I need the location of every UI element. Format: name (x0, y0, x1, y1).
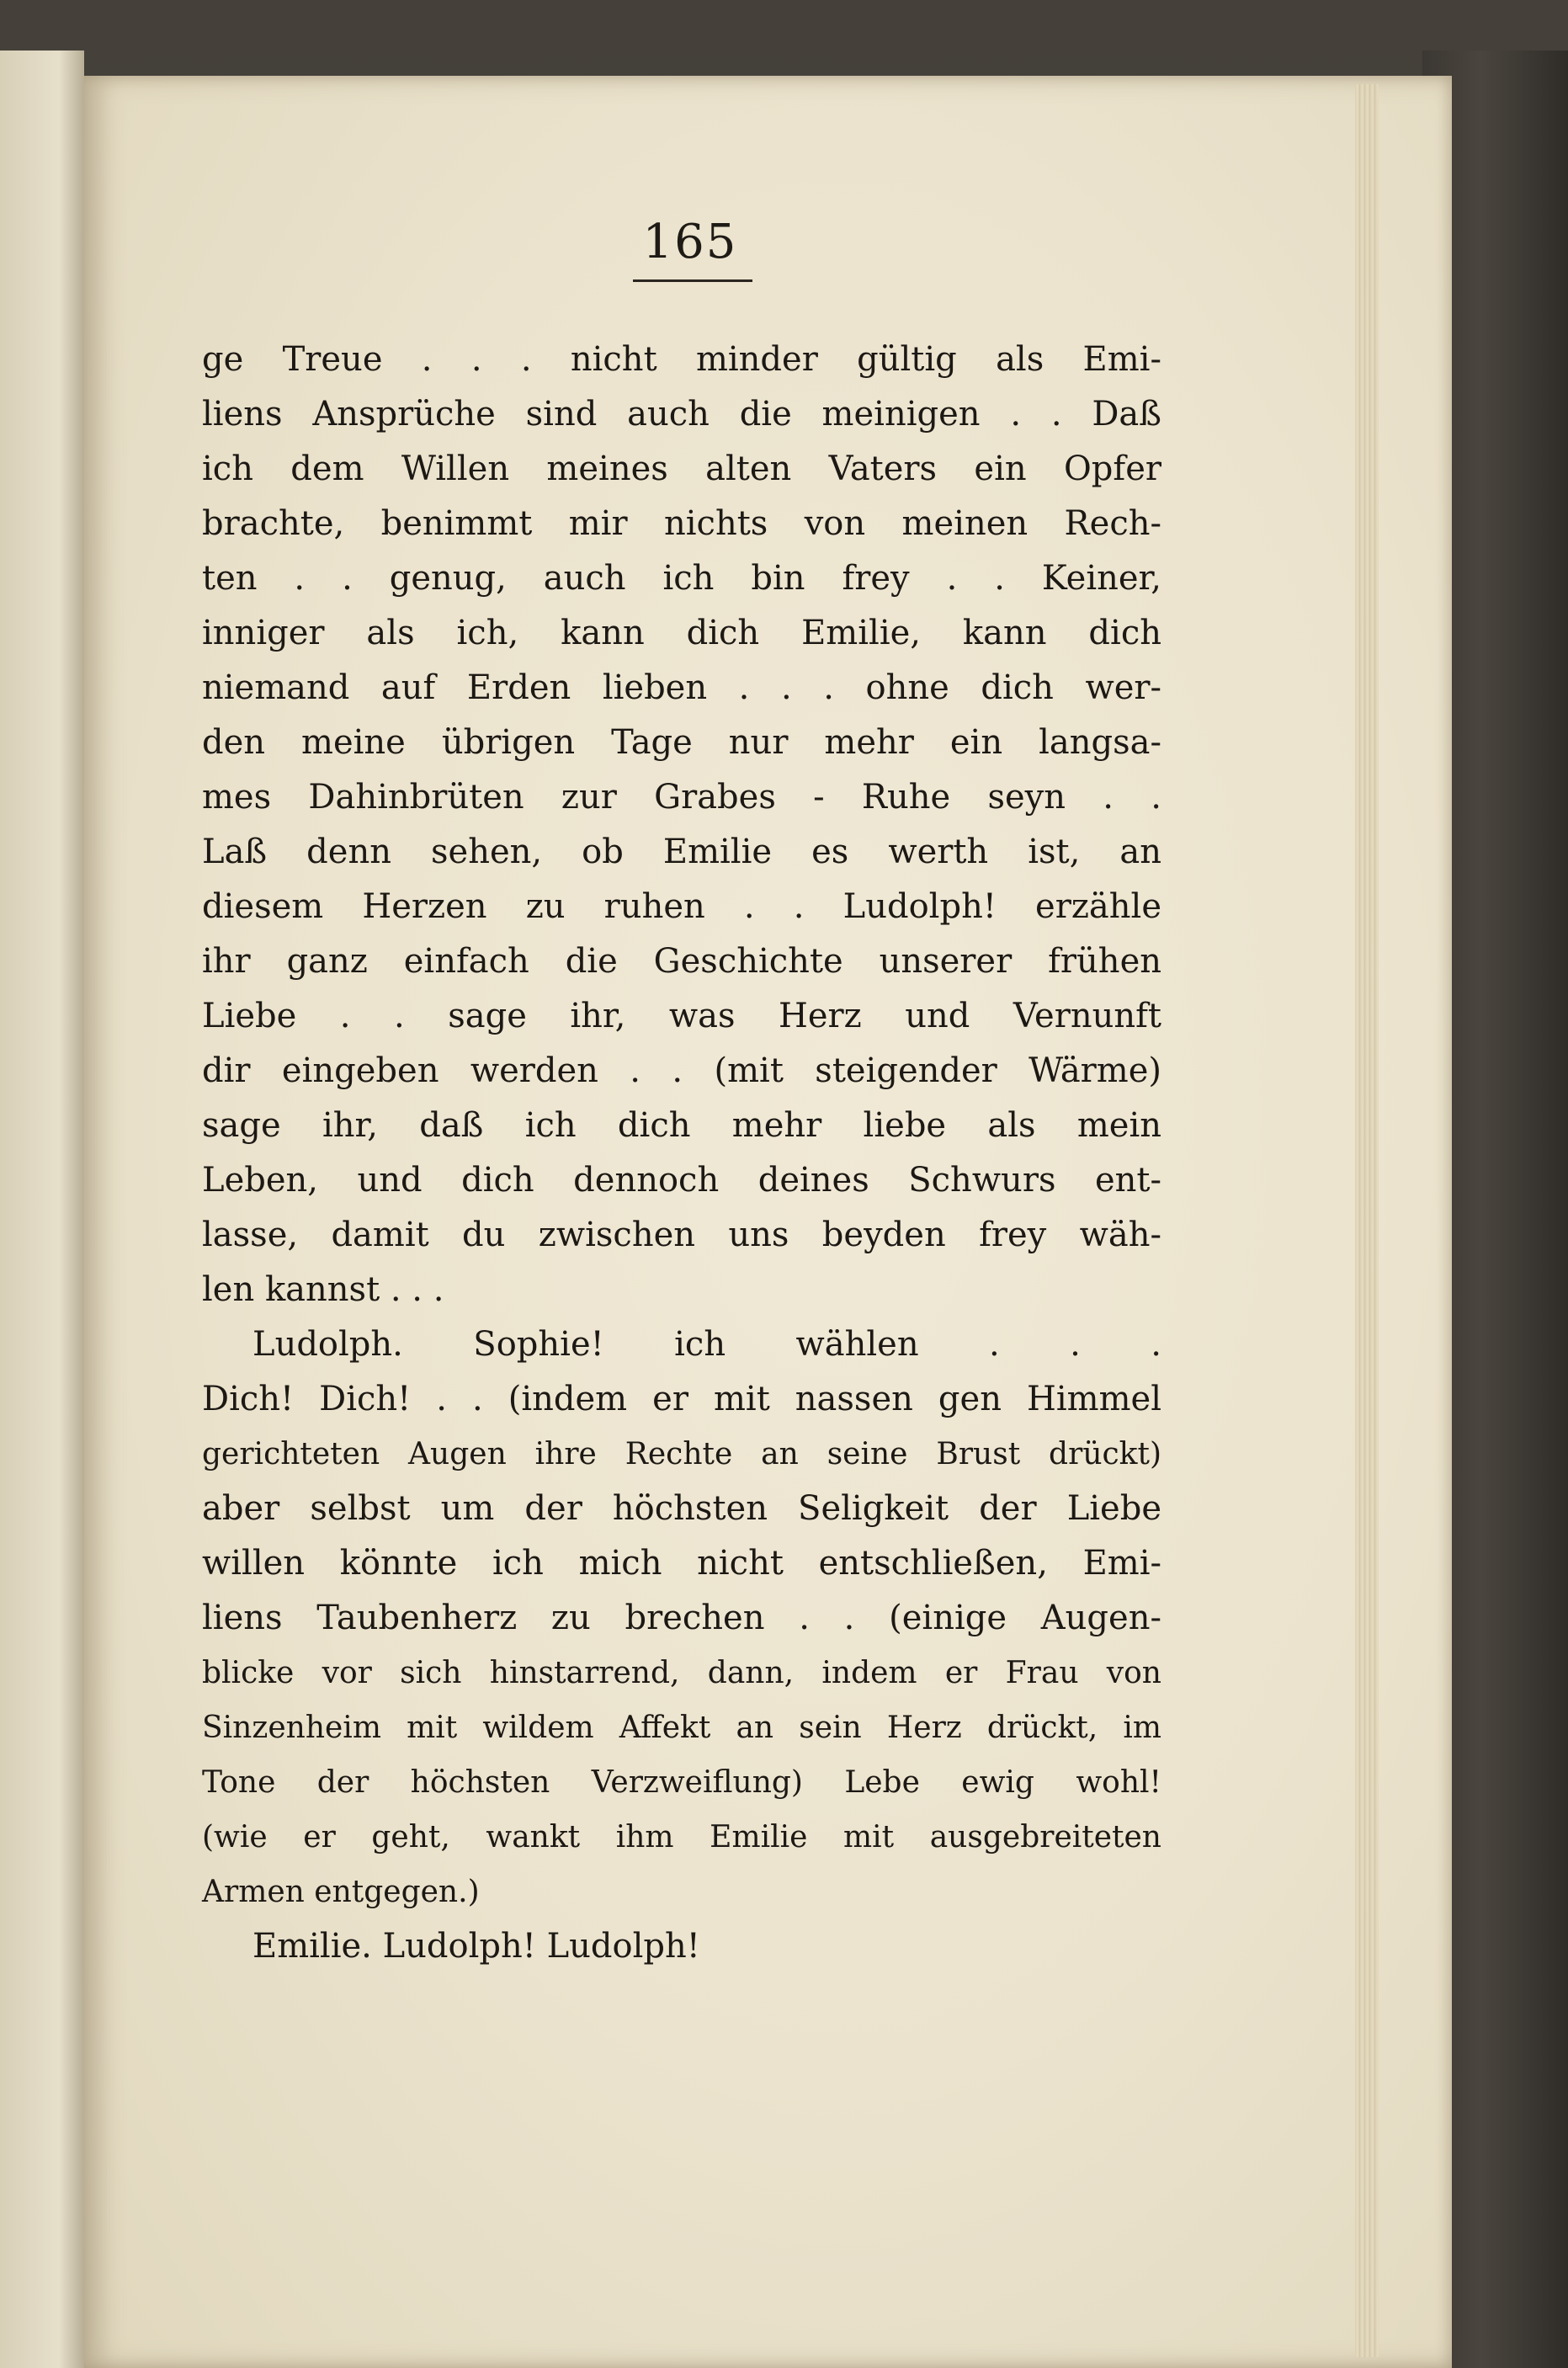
page-stack-edge (1355, 84, 1379, 2357)
stage-direction-line: Sinzenheim mit wildem Affekt an sein Herz drückt, im (202, 1711, 1161, 1745)
text-line: Dich! Dich! . . (indem er mit nassen gen Himmel (202, 1380, 1161, 1418)
text-line: brachte, benimmt mir nichts von meinen Rech- (202, 504, 1161, 543)
text-line: willen könnte ich mich nicht entschließen, Emi- (202, 1544, 1161, 1583)
stage-direction-line: (wie er geht, wankt ihm Emilie mit ausgebreiteten (202, 1820, 1161, 1854)
speaker-line-ludolph: Ludolph. Sophie! ich wählen . . . (252, 1325, 1161, 1364)
text-line: len kannst . . . (202, 1270, 444, 1309)
facing-page-edge (0, 51, 84, 2368)
text-line: niemand auf Erden lieben . . . ohne dich wer- (202, 668, 1161, 707)
page-number-rule (633, 279, 752, 282)
text-line: Leben, und dich dennoch deines Schwurs ent- (202, 1161, 1161, 1200)
text-line: sage ihr, daß ich dich mehr liebe als mein (202, 1106, 1161, 1145)
text-line: ten . . genug, auch ich bin frey . . Keiner, (202, 559, 1161, 598)
page-number: 165 (642, 215, 738, 269)
text-line: aber selbst um der höchsten Seligkeit der Liebe (202, 1489, 1161, 1528)
stage-direction-line: blicke vor sich hinstarrend, dann, indem er Frau von (202, 1656, 1161, 1690)
stage-direction-line: Armen entgegen.) (202, 1875, 480, 1909)
body-text (202, 333, 1161, 1974)
text-line: Laß denn sehen, ob Emilie es werth ist, an (202, 833, 1161, 871)
stage-direction-line: Tone der höchsten Verzweiflung) Lebe ewig wohl! (202, 1765, 1161, 1800)
text-line: ge Treue . . . nicht minder gültig als Emi- (202, 340, 1161, 379)
text-line: dir eingeben werden . . (mit steigender Wärme) (202, 1051, 1161, 1090)
text-line: den meine übrigen Tage nur mehr ein langsa- (202, 723, 1161, 762)
text-line: mes Dahinbrüten zur Grabes - Ruhe seyn . . (202, 778, 1161, 817)
text-line: ihr ganz einfach die Geschichte unserer frühen (202, 942, 1161, 981)
text-line: diesem Herzen zu ruhen . . Ludolph! erzähle (202, 887, 1161, 926)
speaker-line-emilie: Emilie. Ludolph! Ludolph! (252, 1927, 700, 1966)
text-line: liens Taubenherz zu brechen . . (einige Augen- (202, 1599, 1161, 1637)
stage-direction-line: gerichteten Augen ihre Rechte an seine Brust drückt) (202, 1437, 1161, 1471)
text-line: lasse, damit du zwischen uns beyden frey wäh- (202, 1216, 1161, 1254)
text-line: Liebe . . sage ihr, was Herz und Vernunft (202, 997, 1161, 1035)
text-line: ich dem Willen meines alten Vaters ein Opfer (202, 450, 1161, 488)
text-line: inniger als ich, kann dich Emilie, kann dich (202, 614, 1161, 652)
text-line: liens Ansprüche sind auch die meinigen . . Daß (202, 395, 1161, 434)
